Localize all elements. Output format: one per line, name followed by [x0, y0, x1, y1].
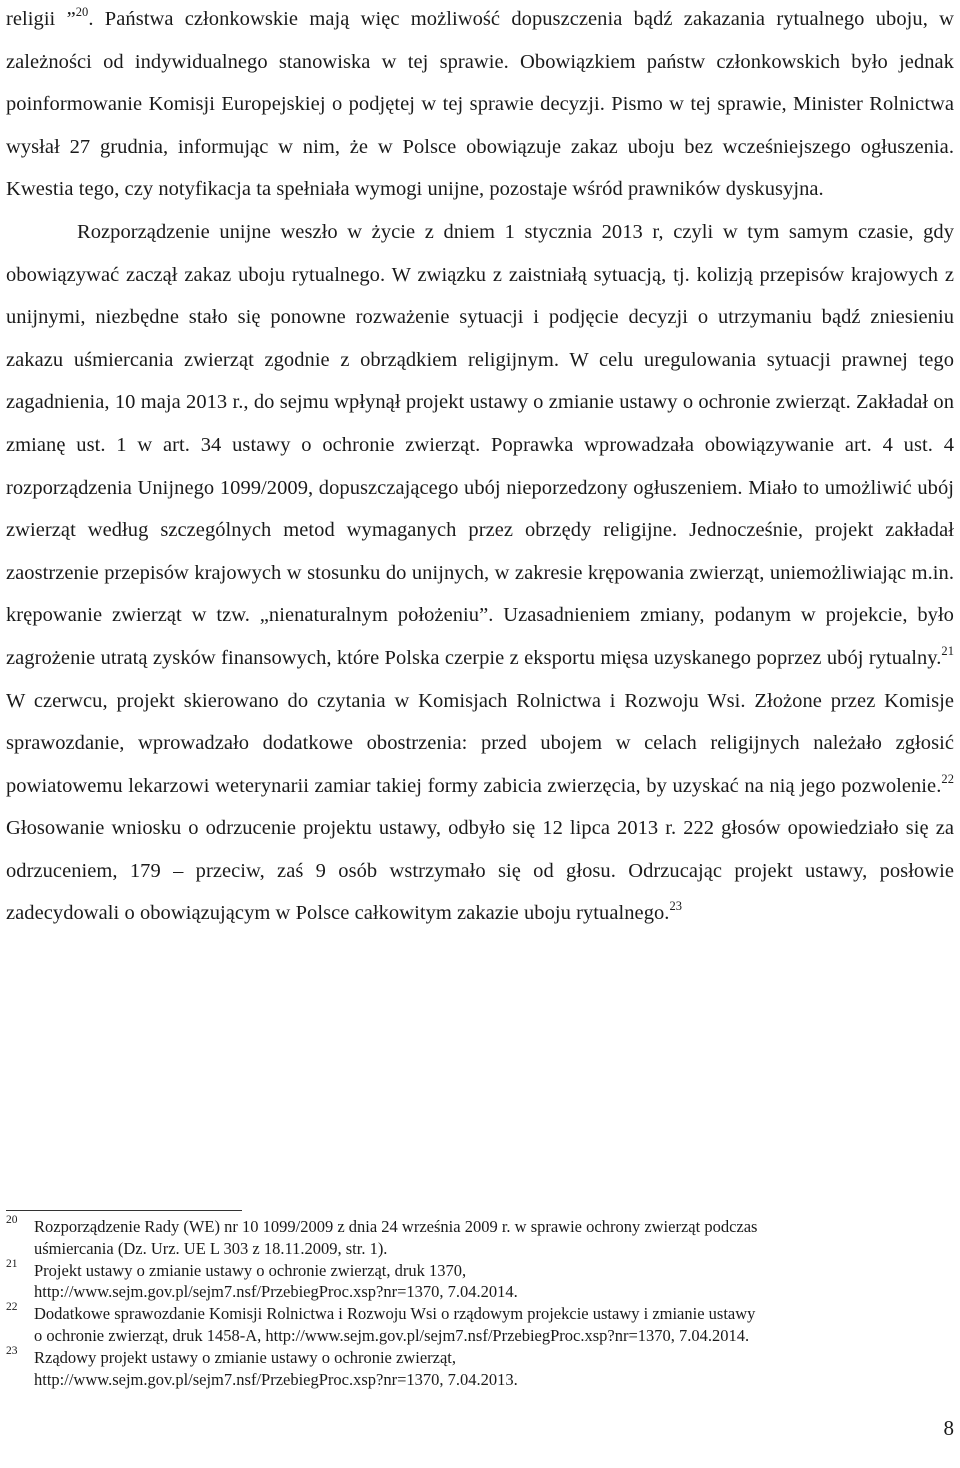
- paragraph-text: . Państwa członkowskie mają więc możliwość dopuszczenia bądź zakazania rytualnego uboju, w zależności od indywidualnego stanowiska w tej sprawie. Obowiązkiem państw członkowskich było jednak poinformowanie Komisji Europejskiej o podjętej w tej sprawie decyzji. Pismo w tej sprawie, Minister Rolnictwa wysłał 27 grudnia, informując w nim, że w Polsce obowiązuje zakaz uboju bez wcześniejszego ogłuszenia. Kwestia tego, czy notyfikacja ta spełniała wymogi unijne, pozostaje wśród prawników dyskusyjna.: [6, 8, 954, 201]
- footnote-reference: 20: [75, 5, 89, 19]
- footnote-text-line: Rozporządzenie Rady (WE) nr 10 1099/2009 z dnia 24 września 2009 r. w sprawie ochrony zwierząt podczas: [34, 1217, 758, 1236]
- paragraph-text: Rozporządzenie unijne weszło w życie z dniem 1 stycznia 2013 r, czyli w tym samym czasie, gdy obowiązywać zaczął zakaz uboju rytualnego. W związku z zaistniałą sytuacją, tj. kolizją przepisów krajowych z unijnymi, niezbędne stało się ponowne rozważenie sytuacji i podjęcie decyzji o utrzymaniu bądź zniesieniu zakazu uśmiercania zwierząt zgodnie z obrządkiem religijnym. W celu uregulowania sytuacji prawnej tego zagadnienia, 10 maja 2013 r., do sejmu wpłynął projekt ustawy o zmianie ustawy o ochronie zwierząt. Zakładał on zmianę ust. 1 w art. 34 ustawy o ochronie zwierząt. Poprawka wprowadzała obowiązywanie art. 4 ust. 4 rozporządzenia Unijnego 1099/2009, dopuszczającego ubój nieporzedzony ogłuszeniem. Miało to umożliwić ubój zwierząt według szczególnych metod wymaganych przez obrzędy religijne. Jednocześnie, projekt zakładał zaostrzenie przepisów krajowych w stosunku do unijnych, w zakresie krępowania zwierząt, uniemożliwiając m.in. krępowanie zwierząt w tzw. „nienaturalnym położeniu”. Uzasadnieniem zmiany, podanym w projekcie, było zagrożenie utratą zysków finansowych, które Polska czerpie z eksportu mięsa uzyskanego poprzez ubój rytualny.: [6, 220, 954, 669]
- paragraph-text: W czerwcu, projekt skierowano do czytania w Komisjach Rolnictwa i Rozwoju Wsi. Złożone przez Komisje sprawozdanie, wprowadzało dodatkowe obostrzenia: przed ubojem w celach religijnych należało zgłosić powiatowemu lekarzowi weterynarii zamiar takiej formy zabicia zwierzęcia, by uzyskać na nią jego pozwolenie.: [6, 689, 954, 797]
- footnote-number: 20: [6, 1214, 18, 1226]
- paragraph: [6, 0, 954, 211]
- footnote-number: 23: [6, 1344, 18, 1357]
- footnote-reference: 23: [669, 899, 683, 914]
- paragraph: [6, 211, 954, 935]
- footnote-reference: 21: [941, 643, 954, 658]
- footnote: [6, 1257, 954, 1304]
- footnote-text-line: o ochronie zwierząt, druk 1458-A, http://www.sejm.gov.pl/sejm7.nsf/PrzebiegProc.xsp?nr=1370, 7.04.2014.: [34, 1325, 750, 1345]
- footnote-text-line: Projekt ustawy o zmianie ustawy o ochronie zwierząt, druk 1370,: [34, 1260, 467, 1280]
- footnote-number: 21: [6, 1257, 18, 1270]
- paragraph-text: Głosowanie wniosku o odrzucenie projektu ustawy, odbyło się 12 lipca 2013 r. 222 głosów opowiedziało się za odrzuceniem, 179 – przeciw, zaś 9 osób wstrzymało się od głosu. Odrzucając projekt ustawy, posłowie zadecydowali o obowiązującym w Polsce całkowitym zakazie uboju rytualnego.: [6, 817, 954, 925]
- paragraph-text: religii ”: [6, 8, 76, 30]
- footnote: [6, 1344, 954, 1391]
- footnote: [6, 1216, 954, 1260]
- footnote-reference: 22: [941, 771, 954, 786]
- footnotes-list: [6, 1216, 954, 1390]
- footnote-number: 22: [6, 1301, 18, 1314]
- footnote-text-line: Rządowy projekt ustawy o zmianie ustawy o ochronie zwierząt,: [34, 1347, 456, 1367]
- footnote: [6, 1303, 954, 1347]
- footnote-separator: [6, 1210, 242, 1211]
- footnote-text-line: Dodatkowe sprawozdanie Komisji Rolnictwa i Rozwoju Wsi o rządowym projekcie ustawy i zmianie ustawy: [34, 1304, 756, 1324]
- footnote-text-line: uśmiercania (Dz. Urz. UE L 303 z 18.11.2009, str. 1).: [34, 1238, 388, 1258]
- document-page: [6, 0, 954, 935]
- footnote-text-line: http://www.sejm.gov.pl/sejm7.nsf/PrzebiegProc.xsp?nr=1370, 7.04.2013.: [34, 1369, 518, 1389]
- footnote-text-line: http://www.sejm.gov.pl/sejm7.nsf/PrzebiegProc.xsp?nr=1370, 7.04.2014.: [34, 1282, 518, 1302]
- page-number: 8: [943, 1416, 954, 1440]
- body-text: [6, 0, 954, 935]
